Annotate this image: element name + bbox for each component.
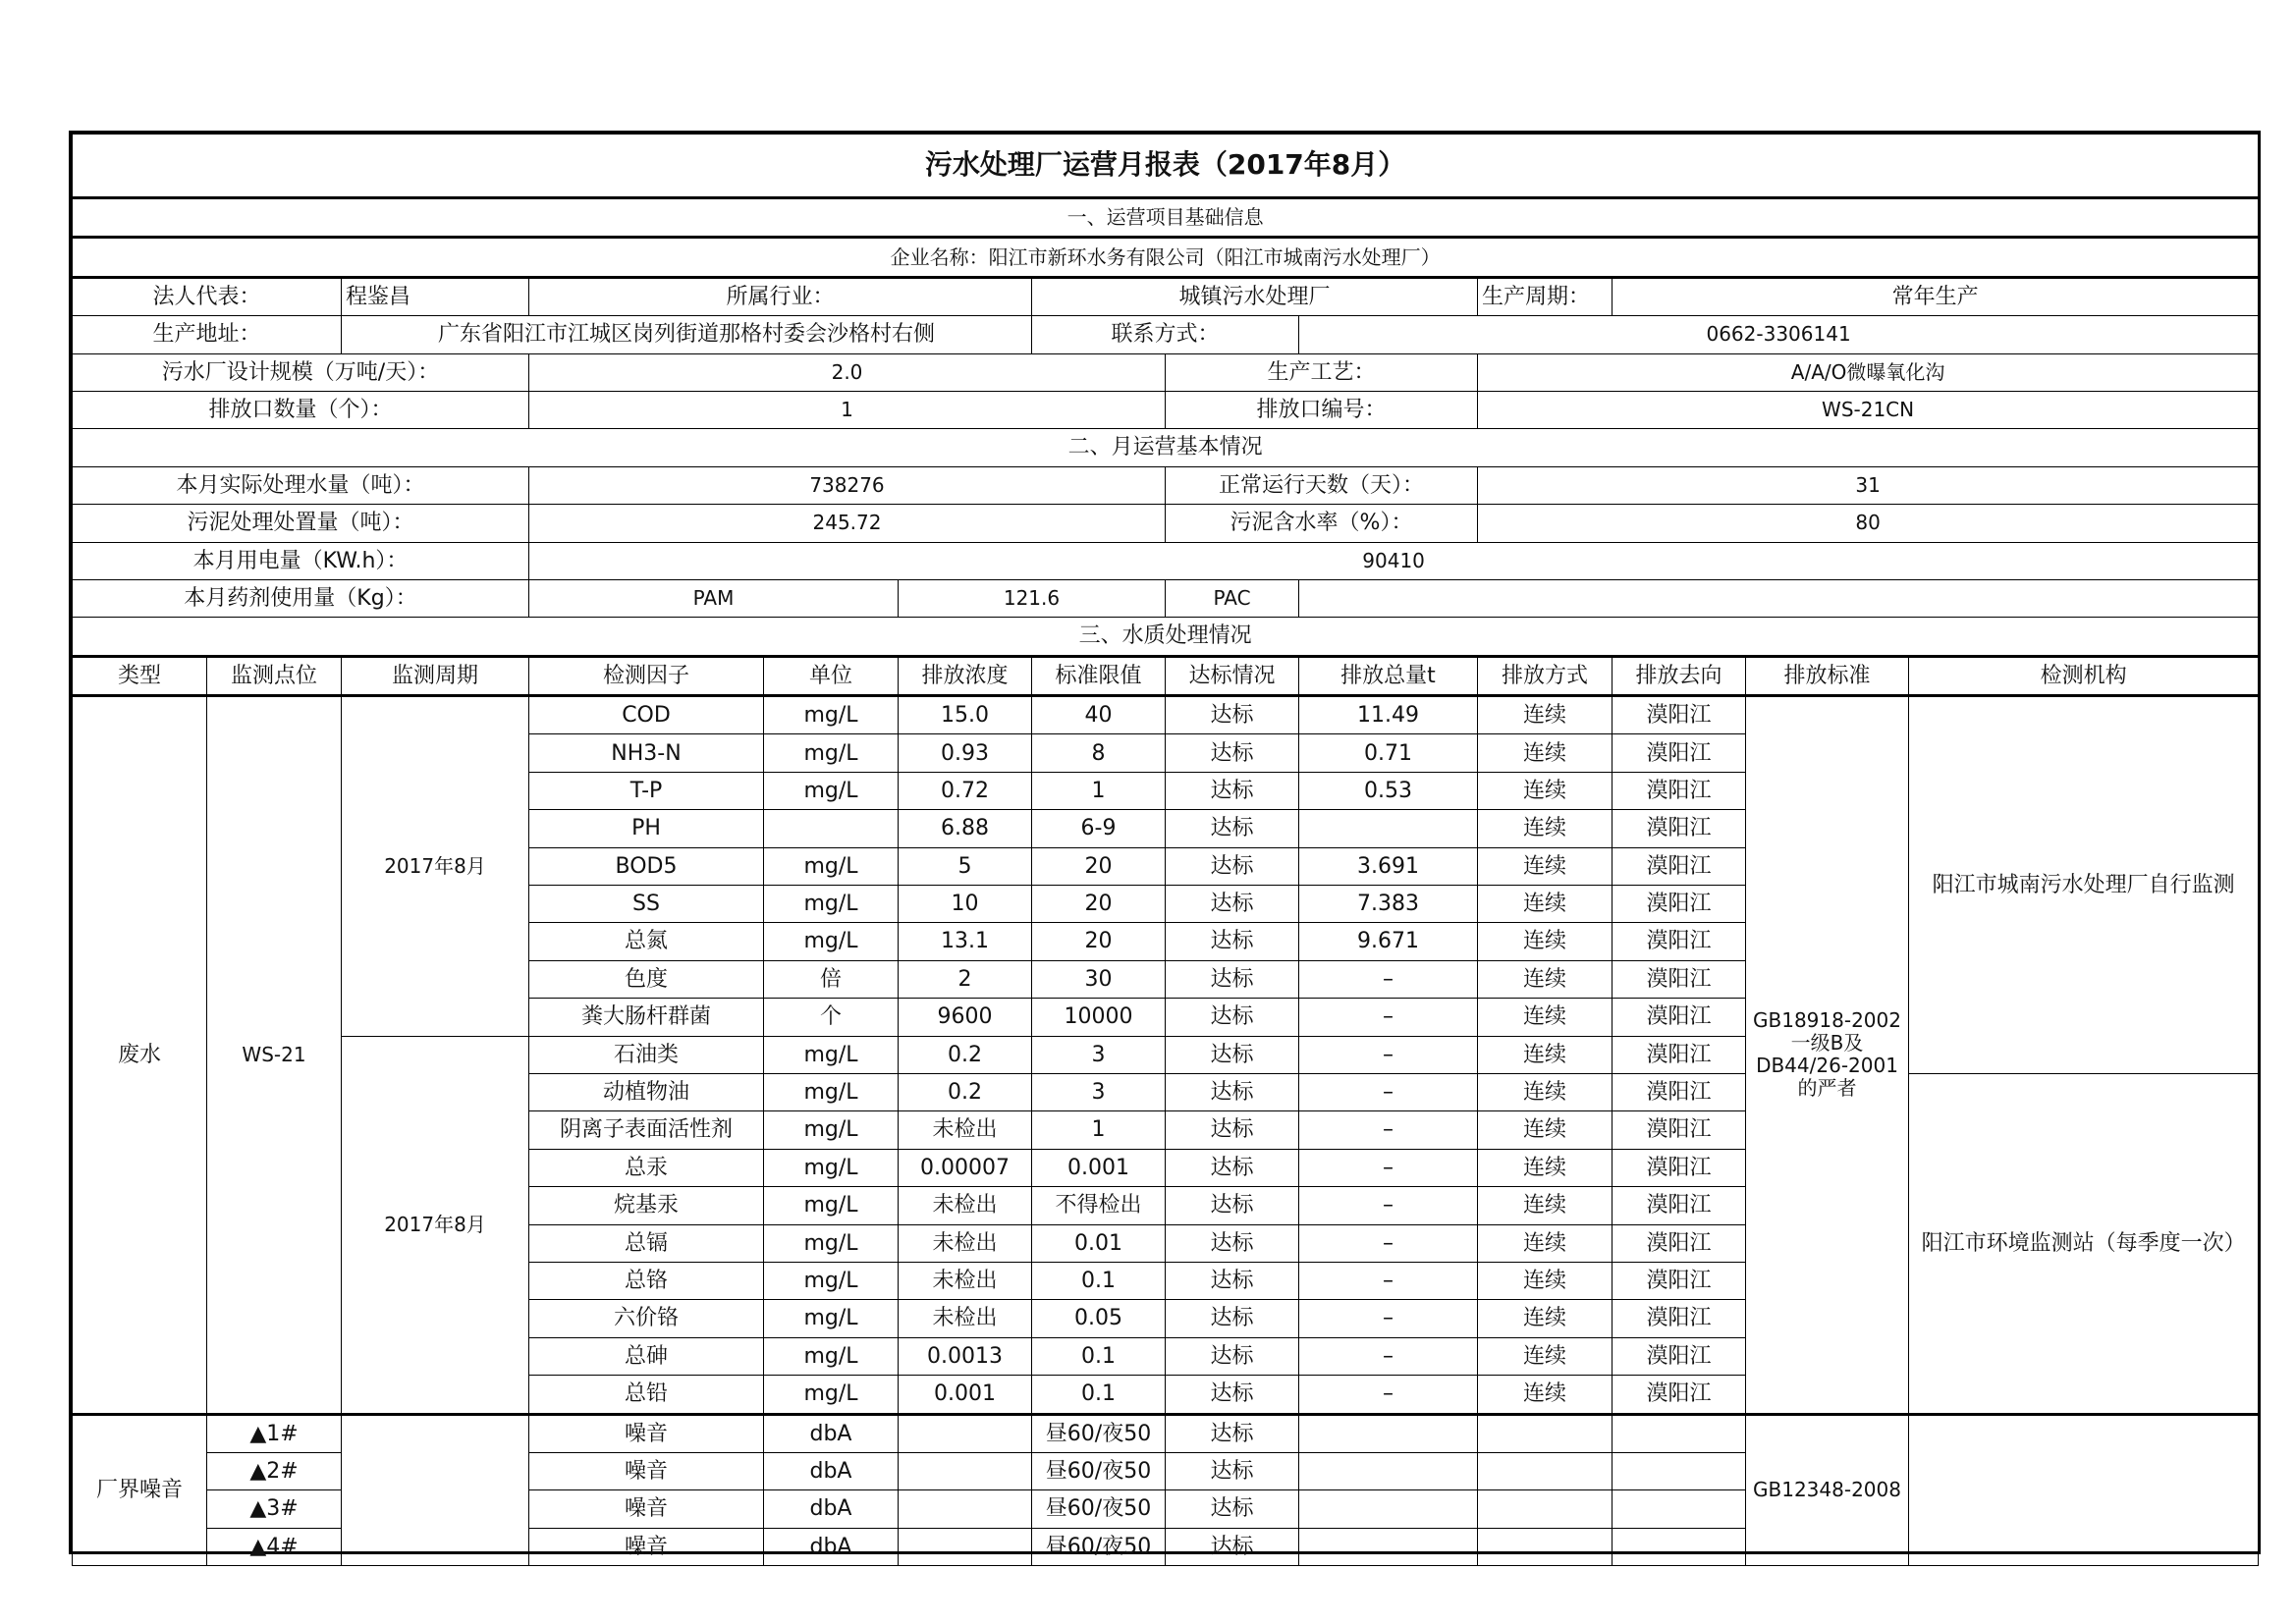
destination-cell: 漠阳江: [1613, 1073, 1746, 1110]
unit-cell: mg/L: [764, 847, 899, 885]
limit-cell: 40: [1032, 696, 1166, 734]
destination-cell: 漠阳江: [1613, 1262, 1746, 1299]
unit-cell: dbA: [764, 1490, 899, 1528]
status-cell: 达标: [1166, 1224, 1299, 1262]
pac-label: PAC: [1166, 579, 1299, 617]
address-label: 生产地址：: [73, 316, 342, 353]
status-cell: 达标: [1166, 960, 1299, 998]
total-cell: [1299, 1528, 1478, 1565]
status-cell: 达标: [1166, 886, 1299, 923]
concentration-cell: 未检出: [899, 1262, 1032, 1299]
mode-cell: [1478, 1452, 1613, 1489]
mode-cell: 连续: [1478, 1149, 1613, 1186]
factor-cell: 烷基汞: [529, 1187, 764, 1224]
water-value: 738276: [529, 466, 1166, 504]
factor-cell: 噪音: [529, 1490, 764, 1528]
monitoring-org: 阳江市城南污水处理厂自行监测: [1909, 696, 2259, 1074]
unit-cell: mg/L: [764, 1300, 899, 1337]
factor-cell: PH: [529, 810, 764, 847]
total-cell: –: [1299, 1111, 1478, 1149]
concentration-cell: 0.00007: [899, 1149, 1032, 1186]
unit-cell: mg/L: [764, 923, 899, 960]
mode-cell: 连续: [1478, 886, 1613, 923]
column-header: 检测因子: [529, 656, 764, 695]
column-header: 排放方式: [1478, 656, 1613, 695]
status-cell: 达标: [1166, 1452, 1299, 1489]
column-header: 监测周期: [342, 656, 529, 695]
mode-cell: 连续: [1478, 1224, 1613, 1262]
concentration-cell: 10: [899, 886, 1032, 923]
mode-cell: 连续: [1478, 847, 1613, 885]
days-value: 31: [1478, 466, 2259, 504]
total-cell: 7.383: [1299, 886, 1478, 923]
factor-cell: 动植物油: [529, 1073, 764, 1110]
total-cell: 3.691: [1299, 847, 1478, 885]
concentration-cell: 未检出: [899, 1111, 1032, 1149]
factor-cell: BOD5: [529, 847, 764, 885]
legal-rep-value: 程鉴昌: [342, 277, 529, 315]
total-cell: 9.671: [1299, 923, 1478, 960]
period-cell: [342, 1414, 529, 1566]
factor-cell: 总砷: [529, 1337, 764, 1375]
unit-cell: mg/L: [764, 1376, 899, 1414]
destination-cell: [1613, 1490, 1746, 1528]
status-cell: 达标: [1166, 696, 1299, 734]
mode-cell: 连续: [1478, 734, 1613, 772]
address-value: 广东省阳江市江城区岗列街道那格村委会沙格村右侧: [342, 316, 1032, 353]
status-cell: 达标: [1166, 1111, 1299, 1149]
concentration-cell: 未检出: [899, 1224, 1032, 1262]
factor-cell: NH3-N: [529, 734, 764, 772]
destination-cell: 漠阳江: [1613, 999, 1746, 1036]
unit-cell: mg/L: [764, 1187, 899, 1224]
days-label: 正常运行天数（天）：: [1166, 466, 1478, 504]
concentration-cell: 0.001: [899, 1376, 1032, 1414]
report-table: [72, 134, 2259, 1566]
mode-cell: 连续: [1478, 999, 1613, 1036]
limit-cell: 昼60/夜50: [1032, 1452, 1166, 1489]
factor-cell: 总铅: [529, 1376, 764, 1414]
limit-cell: 8: [1032, 734, 1166, 772]
industry-label: 所属行业：: [529, 277, 1032, 315]
unit-cell: mg/L: [764, 1073, 899, 1110]
mode-cell: 连续: [1478, 923, 1613, 960]
status-cell: 达标: [1166, 999, 1299, 1036]
limit-cell: 0.1: [1032, 1376, 1166, 1414]
contact-label: 联系方式：: [1032, 316, 1299, 353]
unit-cell: mg/L: [764, 1036, 899, 1073]
limit-cell: 昼60/夜50: [1032, 1490, 1166, 1528]
mode-cell: 连续: [1478, 1073, 1613, 1110]
destination-cell: 漠阳江: [1613, 1111, 1746, 1149]
concentration-cell: 未检出: [899, 1187, 1032, 1224]
destination-cell: 漠阳江: [1613, 1149, 1746, 1186]
concentration-cell: 2: [899, 960, 1032, 998]
mode-cell: 连续: [1478, 810, 1613, 847]
total-cell: –: [1299, 999, 1478, 1036]
standard-cell: GB12348-2008: [1746, 1414, 1909, 1566]
destination-cell: [1613, 1452, 1746, 1489]
factor-cell: 噪音: [529, 1452, 764, 1489]
column-header: 排放总量t: [1299, 656, 1478, 695]
column-header: 类型: [73, 656, 207, 695]
report-title: 污水处理厂运营月报表（2017年8月）: [73, 135, 2259, 198]
pam-value: 121.6: [899, 579, 1166, 617]
sludge-value: 245.72: [529, 505, 1166, 542]
limit-cell: 0.1: [1032, 1262, 1166, 1299]
unit-cell: 个: [764, 999, 899, 1036]
section-monthly: 二、月运营基本情况: [73, 429, 2259, 466]
total-cell: –: [1299, 1224, 1478, 1262]
mode-cell: 连续: [1478, 1337, 1613, 1375]
mode-cell: [1478, 1528, 1613, 1565]
factor-cell: 石油类: [529, 1036, 764, 1073]
status-cell: 达标: [1166, 1300, 1299, 1337]
limit-cell: 20: [1032, 886, 1166, 923]
scale-value: 2.0: [529, 353, 1166, 391]
status-cell: 达标: [1166, 772, 1299, 809]
concentration-cell: [899, 1490, 1032, 1528]
limit-cell: 不得检出: [1032, 1187, 1166, 1224]
limit-cell: 3: [1032, 1036, 1166, 1073]
period-cell: 2017年8月: [342, 696, 529, 1037]
mode-cell: [1478, 1414, 1613, 1452]
table-row: [73, 1414, 2259, 1452]
mode-cell: 连续: [1478, 1300, 1613, 1337]
status-cell: 达标: [1166, 1376, 1299, 1414]
limit-cell: 6-9: [1032, 810, 1166, 847]
concentration-cell: 0.72: [899, 772, 1032, 809]
unit-cell: mg/L: [764, 772, 899, 809]
total-cell: –: [1299, 1036, 1478, 1073]
total-cell: –: [1299, 1376, 1478, 1414]
status-cell: 达标: [1166, 1036, 1299, 1073]
column-header: 标准限值: [1032, 656, 1166, 695]
water-label: 本月实际处理水量（吨）：: [73, 466, 529, 504]
column-header: 排放浓度: [899, 656, 1032, 695]
total-cell: [1299, 1414, 1478, 1452]
limit-cell: 1: [1032, 1111, 1166, 1149]
limit-cell: 20: [1032, 923, 1166, 960]
status-cell: 达标: [1166, 1187, 1299, 1224]
legal-rep-label: 法人代表：: [73, 277, 342, 315]
wastewater-point: WS-21: [207, 696, 342, 1414]
section-water-quality: 三、水质处理情况: [73, 618, 2259, 656]
cycle-value: 常年生产: [1613, 277, 2259, 315]
concentration-cell: 15.0: [899, 696, 1032, 734]
report-sheet: [69, 131, 2261, 1559]
concentration-cell: [899, 1528, 1032, 1565]
total-cell: [1299, 1490, 1478, 1528]
unit-cell: dbA: [764, 1414, 899, 1452]
concentration-cell: 0.93: [899, 734, 1032, 772]
total-cell: –: [1299, 1300, 1478, 1337]
unit-cell: mg/L: [764, 1111, 899, 1149]
status-cell: 达标: [1166, 1528, 1299, 1565]
monitoring-org: [1909, 1414, 2259, 1566]
power-value: 90410: [529, 542, 2259, 579]
mode-cell: 连续: [1478, 1187, 1613, 1224]
destination-cell: 漠阳江: [1613, 1036, 1746, 1073]
factor-cell: 总镉: [529, 1224, 764, 1262]
limit-cell: 10000: [1032, 999, 1166, 1036]
unit-cell: [764, 810, 899, 847]
destination-cell: 漠阳江: [1613, 810, 1746, 847]
destination-cell: 漠阳江: [1613, 923, 1746, 960]
unit-cell: 倍: [764, 960, 899, 998]
chem-label: 本月药剂使用量（Kg）：: [73, 579, 529, 617]
column-header: 排放去向: [1613, 656, 1746, 695]
destination-cell: 漠阳江: [1613, 1300, 1746, 1337]
mode-cell: 连续: [1478, 1262, 1613, 1299]
mode-cell: 连续: [1478, 696, 1613, 734]
limit-cell: 0.01: [1032, 1224, 1166, 1262]
total-cell: 0.71: [1299, 734, 1478, 772]
company-name: 企业名称：阳江市新环水务有限公司（阳江市城南污水处理厂）: [73, 238, 2259, 277]
unit-cell: mg/L: [764, 886, 899, 923]
factor-cell: 噪音: [529, 1528, 764, 1565]
limit-cell: 3: [1032, 1073, 1166, 1110]
mode-cell: 连续: [1478, 1111, 1613, 1149]
unit-cell: mg/L: [764, 1262, 899, 1299]
unit-cell: mg/L: [764, 1149, 899, 1186]
limit-cell: 昼60/夜50: [1032, 1528, 1166, 1565]
factor-cell: 总氮: [529, 923, 764, 960]
status-cell: 达标: [1166, 1262, 1299, 1299]
factor-cell: 总汞: [529, 1149, 764, 1186]
column-header: 排放标准: [1746, 656, 1909, 695]
process-value: A/A/O微曝氧化沟: [1478, 353, 2259, 391]
factor-cell: COD: [529, 696, 764, 734]
total-cell: –: [1299, 1337, 1478, 1375]
limit-cell: 1: [1032, 772, 1166, 809]
noise-type: 厂界噪音: [73, 1414, 207, 1566]
moisture-label: 污泥含水率（%）：: [1166, 505, 1478, 542]
destination-cell: 漠阳江: [1613, 696, 1746, 734]
concentration-cell: 13.1: [899, 923, 1032, 960]
total-cell: –: [1299, 1187, 1478, 1224]
status-cell: 达标: [1166, 847, 1299, 885]
column-header: 检测机构: [1909, 656, 2259, 695]
standard-cell: GB18918-2002一级B及DB44/26-2001的严者: [1746, 696, 1909, 1414]
destination-cell: 漠阳江: [1613, 1187, 1746, 1224]
moisture-value: 80: [1478, 505, 2259, 542]
outlets-value: 1: [529, 391, 1166, 428]
destination-cell: [1613, 1414, 1746, 1452]
destination-cell: [1613, 1528, 1746, 1565]
mode-cell: 连续: [1478, 1036, 1613, 1073]
unit-cell: mg/L: [764, 734, 899, 772]
factor-cell: 色度: [529, 960, 764, 998]
scale-label: 污水厂设计规模（万吨/天）：: [73, 353, 529, 391]
total-cell: –: [1299, 1073, 1478, 1110]
mode-cell: 连续: [1478, 960, 1613, 998]
power-label: 本月用电量（KW.h）：: [73, 542, 529, 579]
concentration-cell: 0.2: [899, 1036, 1032, 1073]
process-label: 生产工艺：: [1166, 353, 1478, 391]
status-cell: 达标: [1166, 1149, 1299, 1186]
noise-point: ▲1#: [207, 1414, 342, 1452]
cycle-label: 生产周期：: [1478, 277, 1613, 315]
limit-cell: 30: [1032, 960, 1166, 998]
limit-cell: 昼60/夜50: [1032, 1414, 1166, 1452]
noise-point: ▲2#: [207, 1452, 342, 1489]
status-cell: 达标: [1166, 734, 1299, 772]
column-header-row: [73, 656, 2259, 695]
concentration-cell: [899, 1452, 1032, 1489]
factor-cell: 阴离子表面活性剂: [529, 1111, 764, 1149]
destination-cell: 漠阳江: [1613, 847, 1746, 885]
factor-cell: T-P: [529, 772, 764, 809]
factor-cell: 噪音: [529, 1414, 764, 1452]
sludge-label: 污泥处理处置量（吨）：: [73, 505, 529, 542]
destination-cell: 漠阳江: [1613, 1376, 1746, 1414]
pam-label: PAM: [529, 579, 899, 617]
unit-cell: mg/L: [764, 1224, 899, 1262]
outlets-label: 排放口数量（个）：: [73, 391, 529, 428]
destination-cell: 漠阳江: [1613, 734, 1746, 772]
outlet-no-value: WS-21CN: [1478, 391, 2259, 428]
unit-cell: mg/L: [764, 696, 899, 734]
concentration-cell: 9600: [899, 999, 1032, 1036]
factor-cell: 粪大肠杆群菌: [529, 999, 764, 1036]
total-cell: [1299, 810, 1478, 847]
destination-cell: 漠阳江: [1613, 886, 1746, 923]
unit-cell: dbA: [764, 1452, 899, 1489]
total-cell: 11.49: [1299, 696, 1478, 734]
industry-value: 城镇污水处理厂: [1032, 277, 1478, 315]
status-cell: 达标: [1166, 1073, 1299, 1110]
concentration-cell: 未检出: [899, 1300, 1032, 1337]
status-cell: 达标: [1166, 923, 1299, 960]
total-cell: –: [1299, 960, 1478, 998]
column-header: 监测点位: [207, 656, 342, 695]
noise-point: ▲3#: [207, 1490, 342, 1528]
status-cell: 达标: [1166, 1414, 1299, 1452]
destination-cell: 漠阳江: [1613, 1224, 1746, 1262]
concentration-cell: 5: [899, 847, 1032, 885]
monitoring-org: 阳江市环境监测站（每季度一次）: [1909, 1073, 2259, 1414]
concentration-cell: 0.2: [899, 1073, 1032, 1110]
limit-cell: 0.05: [1032, 1300, 1166, 1337]
outlet-no-label: 排放口编号：: [1166, 391, 1478, 428]
total-cell: –: [1299, 1262, 1478, 1299]
pac-value: [1299, 579, 2259, 617]
section-basic-info: 一、运营项目基础信息: [73, 198, 2259, 238]
total-cell: 0.53: [1299, 772, 1478, 809]
mode-cell: [1478, 1490, 1613, 1528]
factor-cell: 总铬: [529, 1262, 764, 1299]
concentration-cell: 0.0013: [899, 1337, 1032, 1375]
contact-value: 0662-3306141: [1299, 316, 2259, 353]
destination-cell: 漠阳江: [1613, 1337, 1746, 1375]
destination-cell: 漠阳江: [1613, 772, 1746, 809]
period-cell: 2017年8月: [342, 1036, 529, 1414]
column-header: 单位: [764, 656, 899, 695]
mode-cell: 连续: [1478, 772, 1613, 809]
limit-cell: 0.1: [1032, 1337, 1166, 1375]
factor-cell: 六价铬: [529, 1300, 764, 1337]
unit-cell: dbA: [764, 1528, 899, 1565]
wastewater-type: 废水: [73, 696, 207, 1414]
destination-cell: 漠阳江: [1613, 960, 1746, 998]
status-cell: 达标: [1166, 810, 1299, 847]
status-cell: 达标: [1166, 1337, 1299, 1375]
status-cell: 达标: [1166, 1490, 1299, 1528]
concentration-cell: [899, 1414, 1032, 1452]
unit-cell: mg/L: [764, 1337, 899, 1375]
total-cell: –: [1299, 1149, 1478, 1186]
mode-cell: 连续: [1478, 1376, 1613, 1414]
total-cell: [1299, 1452, 1478, 1489]
limit-cell: 0.001: [1032, 1149, 1166, 1186]
column-header: 达标情况: [1166, 656, 1299, 695]
table-row: [73, 696, 2259, 734]
limit-cell: 20: [1032, 847, 1166, 885]
factor-cell: SS: [529, 886, 764, 923]
noise-point: ▲4#: [207, 1528, 342, 1565]
concentration-cell: 6.88: [899, 810, 1032, 847]
